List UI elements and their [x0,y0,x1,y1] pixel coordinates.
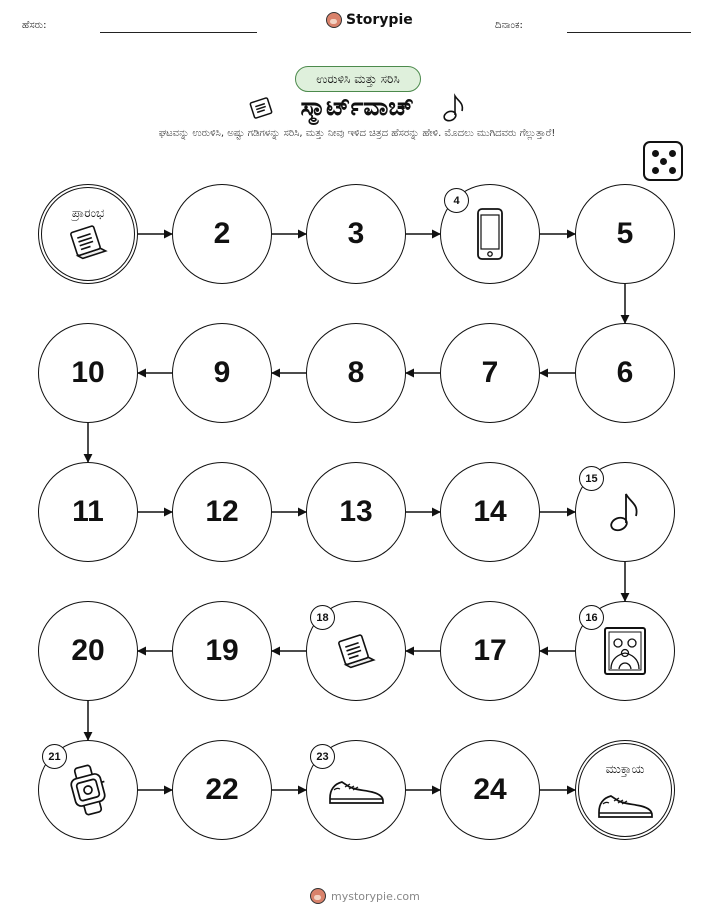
space-number: 8 [347,356,365,389]
start-label: ಪ್ರಾರಂಭ [71,206,105,220]
board-space-21 [38,740,138,840]
space-number: 14 [473,495,507,528]
board-space-19 [172,601,272,701]
instructions: ಘಟವನ್ನು ಉರುಳಿಸಿ, ಅಷ್ಟು ಗಡಿಗಳನ್ನು ಸರಿಸಿ, ಮತ್ತು ನೀವು ಇಳಿದ ಚಿತ್ರದ ಹೆಸರನ್ನು ಹೇಳಿ. ಮೊದಲು ಮುಗಿದವರು ಗೆಲ್ಲುತ್ತಾರೆ! [158,128,556,139]
space-number-badge: 18 [310,605,335,630]
board-space-9 [172,323,272,423]
family-photo-icon [602,625,648,681]
board-space-13 [306,462,406,562]
finish-label: ಮುಕ್ತಾಯ [605,762,645,776]
brand-name: Storypie [346,12,413,28]
date-label: ದಿನಾಂಕ: [495,20,523,31]
board-space-6 [575,323,675,423]
board-space-16 [575,601,675,701]
space-number: 10 [71,356,105,389]
space-number: 3 [347,217,365,250]
board-space-11 [38,462,138,562]
smartwatch-icon [64,764,112,820]
board-space-8 [306,323,406,423]
game-type-badge: ಉರುಳಿಸಿ ಮತ್ತು ಸರಿಸಿ [295,66,421,92]
space-number: 12 [205,495,239,528]
board-space-4 [440,184,540,284]
bear-logo-icon [310,888,326,904]
board-space-10 [38,323,138,423]
space-number-badge: 4 [444,188,469,213]
sneaker-icon [595,786,655,826]
footer-url: mystorypie.com [331,889,420,903]
space-number: 24 [473,773,507,806]
space-number-badge: 15 [579,466,604,491]
board-space-2 [172,184,272,284]
board-space-7 [440,323,540,423]
sneaker-icon [326,772,386,812]
space-number: 22 [205,773,239,806]
board-space-23 [306,740,406,840]
board-space-20 [38,601,138,701]
book-icon [334,631,378,675]
space-number: 2 [213,217,231,250]
music-note-icon [603,488,647,540]
space-number: 19 [205,634,239,667]
board-space-17 [440,601,540,701]
book-icon [66,222,110,266]
phone-icon [468,206,512,266]
name-label: ಹೆಸರು: [22,20,47,31]
footer [310,888,420,904]
space-number-badge: 21 [42,744,67,769]
start-space [38,184,138,284]
space-number-badge: 23 [310,744,335,769]
space-number: 20 [71,634,105,667]
board-space-24 [440,740,540,840]
space-number-badge: 16 [579,605,604,630]
space-number: 13 [339,495,373,528]
page-title: ಸ್ಮಾರ್ಟ್‌ವಾಚ್ [300,92,414,121]
space-number: 5 [616,217,634,250]
board-space-12 [172,462,272,562]
space-number: 6 [616,356,634,389]
board-space-3 [306,184,406,284]
board-space-15 [575,462,675,562]
space-number: 9 [213,356,231,389]
board-space-18 [306,601,406,701]
space-number: 11 [72,495,104,528]
board-space-5 [575,184,675,284]
board-space-22 [172,740,272,840]
space-number: 7 [481,356,499,389]
finish-space [575,740,675,840]
board-space-14 [440,462,540,562]
space-number: 17 [473,634,507,667]
